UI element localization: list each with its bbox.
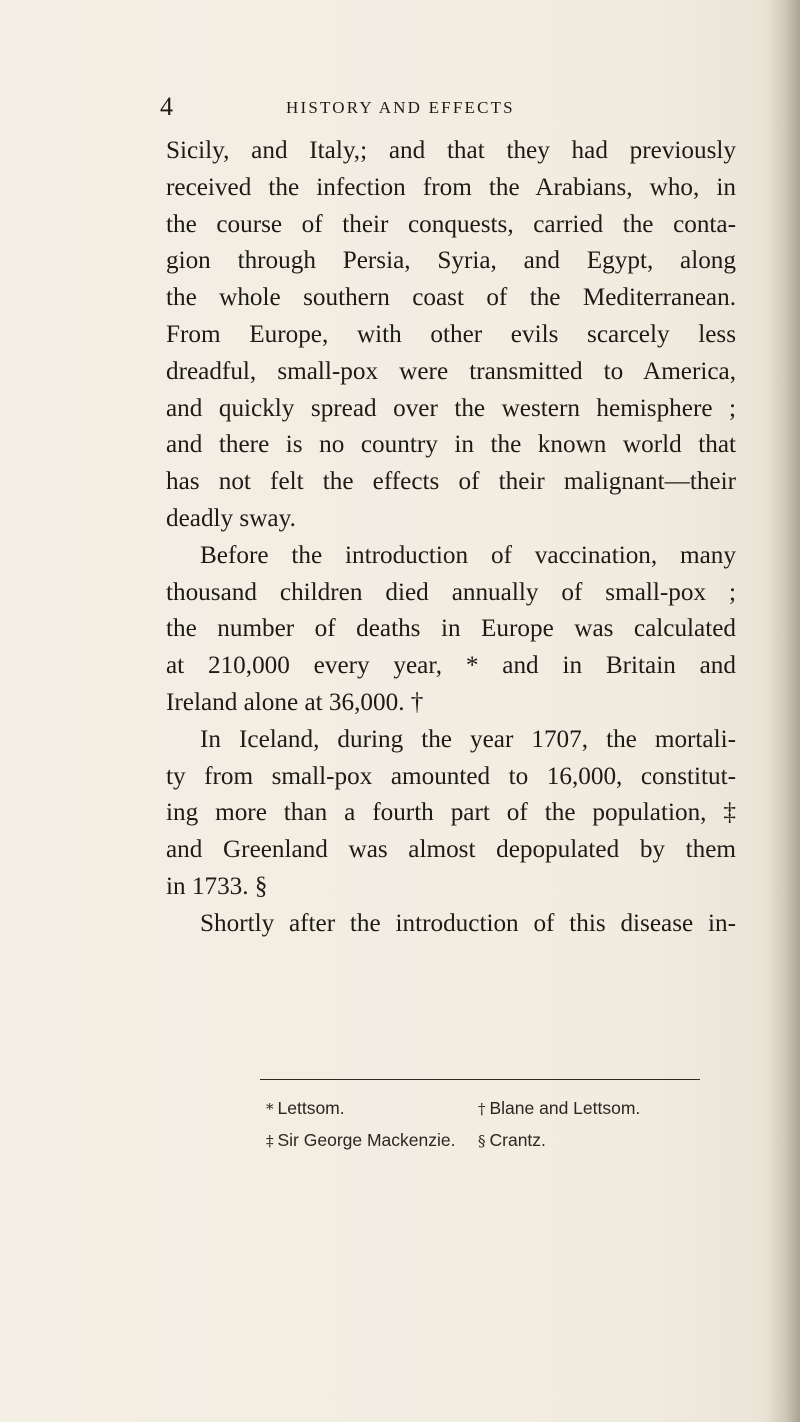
footnote-mark: † xyxy=(478,1100,486,1118)
text-line-paragraph-start: Shortly after the introduction of this disease in- xyxy=(200,909,736,937)
footnote-text: Blane and Lettsom. xyxy=(489,1098,641,1118)
footnote-mark: § xyxy=(478,1132,486,1150)
text-line: deadly sway. xyxy=(166,504,296,532)
text-line: Ireland alone at 36,000. † xyxy=(166,688,424,716)
footnote-text: Sir George Mackenzie. xyxy=(277,1130,456,1150)
text-line: ty from small-pox amounted to 16,000, constitut- xyxy=(166,762,736,790)
text-line: the number of deaths in Europe was calculated xyxy=(166,615,736,643)
running-title: HISTORY AND EFFECTS xyxy=(286,98,515,117)
footnote-text: Crantz. xyxy=(489,1130,546,1150)
footnote-mark: * xyxy=(266,1100,274,1118)
text-line: in 1733. § xyxy=(166,872,268,900)
footnote-text: Lettsom. xyxy=(277,1098,345,1118)
text-line: at 210,000 every year, * and in Britain and xyxy=(166,652,736,680)
text-line: gion through Persia, Syria, and Egypt, along xyxy=(166,247,736,275)
text-line: and quickly spread over the western hemisphere ; xyxy=(166,394,736,422)
text-line: From Europe, with other evils scarcely less xyxy=(166,320,736,348)
text-line: ing more than a fourth part of the population, ‡ xyxy=(166,799,736,827)
page-number: 4 xyxy=(160,92,173,121)
running-head xyxy=(0,90,800,124)
text-line: Sicily, and Italy,; and that they had previously xyxy=(166,137,736,164)
text-line: the course of their conquests, carried the conta- xyxy=(166,210,736,238)
footnote-item xyxy=(266,1093,345,1124)
footnote-mark: ‡ xyxy=(266,1132,274,1150)
text-line: has not felt the effects of their malignant—their xyxy=(166,468,736,496)
text-line: dreadful, small-pox were transmitted to America, xyxy=(166,357,736,385)
text-line: and Greenland was almost depopulated by them xyxy=(166,836,736,864)
footnote-item xyxy=(478,1093,640,1124)
text-line-paragraph-start: Before the introduction of vaccination, many xyxy=(200,541,736,569)
text-line: and there is no country in the known world that xyxy=(166,431,736,459)
page-edge-shadow xyxy=(766,0,800,1422)
text-line: thousand children died annually of small-pox ; xyxy=(166,578,736,606)
text-line: the whole southern coast of the Mediterranean. xyxy=(166,284,736,312)
body-text xyxy=(166,133,736,943)
footnote-item xyxy=(266,1125,456,1156)
text-line: received the infection from the Arabians, who, in xyxy=(166,173,736,201)
footnote-rule xyxy=(260,1079,700,1080)
footnote-item xyxy=(478,1125,546,1156)
text-line-paragraph-start: In Iceland, during the year 1707, the mortali- xyxy=(200,725,736,753)
